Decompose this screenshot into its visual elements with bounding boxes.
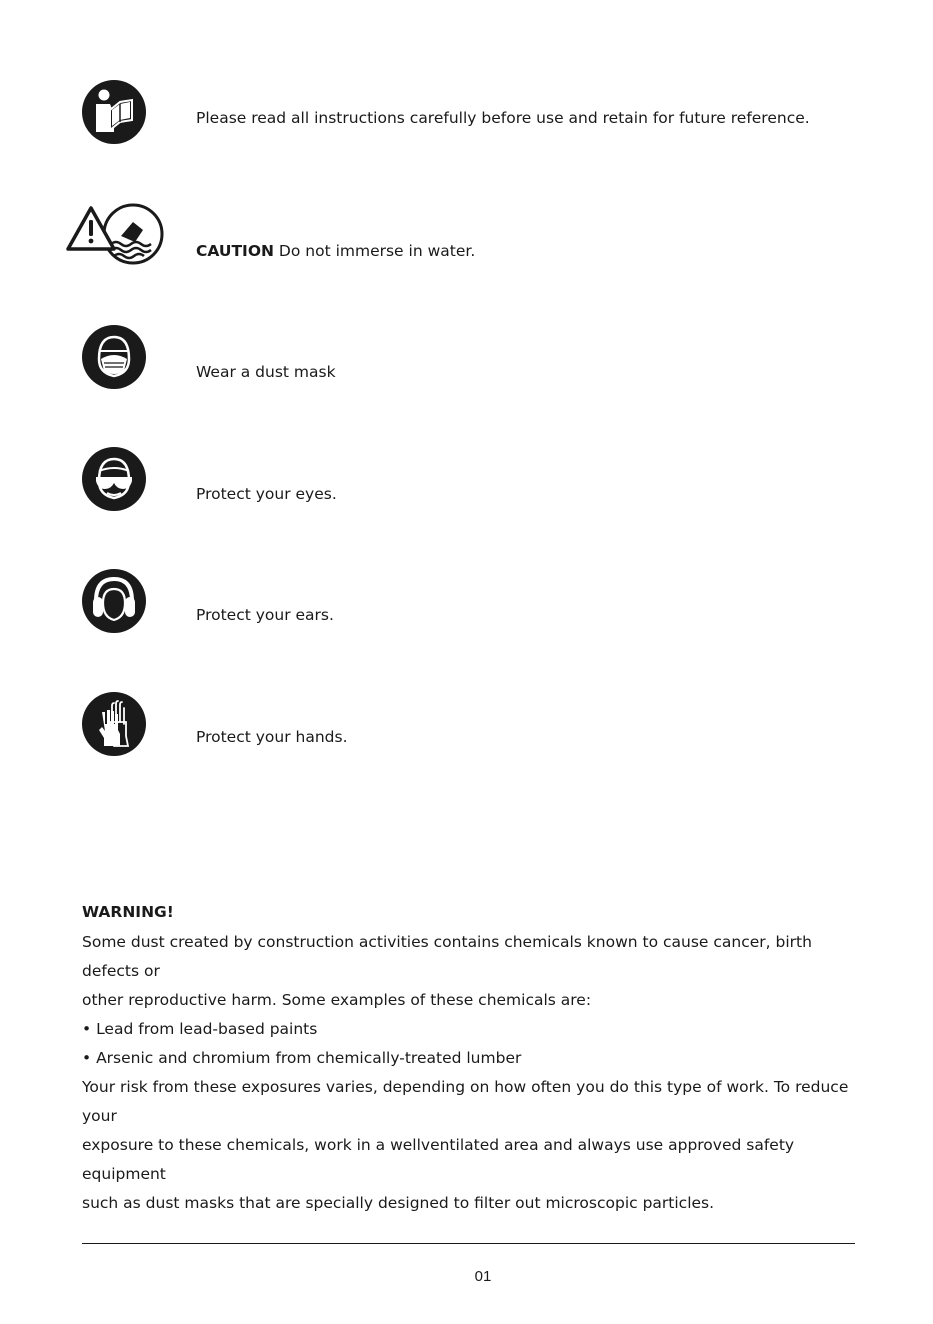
ear-protection-text: Protect your ears. — [196, 606, 334, 624]
caution-message: Do not immerse in water. — [273, 242, 476, 260]
dust-mask-text: Wear a dust mask — [196, 363, 336, 381]
page-number: 01 — [474, 1268, 492, 1285]
warning-line: such as dust masks that are specially designed to filter out microscopic particles. — [82, 1194, 715, 1212]
hand-protection-text: Protect your hands. — [196, 728, 348, 746]
caution-water-icon — [64, 202, 164, 266]
warning-line: Your risk from these exposures varies, depending on how often you do this type of work. To reduce your — [82, 1078, 849, 1125]
instruction-read-text: Please read all instructions carefully before use and retain for future reference. — [196, 109, 810, 127]
warning-line: exposure to these chemicals, work in a wellventilated area and always use approved safety equipment — [82, 1136, 795, 1183]
eye-protection-text: Protect your eyes. — [196, 485, 337, 503]
warning-line: Some dust created by construction activities contains chemicals known to cause cancer, birth defects or — [82, 933, 812, 980]
warning-title: WARNING! — [82, 903, 174, 921]
caution-label: CAUTION — [196, 242, 274, 260]
caution-text — [196, 241, 475, 261]
eye-protection-icon — [82, 447, 146, 511]
hand-protection-icon — [82, 692, 146, 756]
read-manual-icon — [82, 80, 146, 144]
warning-bullet: • Lead from lead-based paints — [82, 1020, 318, 1038]
warning-section — [82, 900, 862, 1218]
footer-divider — [82, 1243, 855, 1244]
dust-mask-icon — [82, 325, 146, 389]
warning-line: other reproductive harm. Some examples of these chemicals are: — [82, 991, 592, 1009]
warning-bullet: • Arsenic and chromium from chemically-treated lumber — [82, 1049, 522, 1067]
ear-protection-icon — [82, 569, 146, 633]
